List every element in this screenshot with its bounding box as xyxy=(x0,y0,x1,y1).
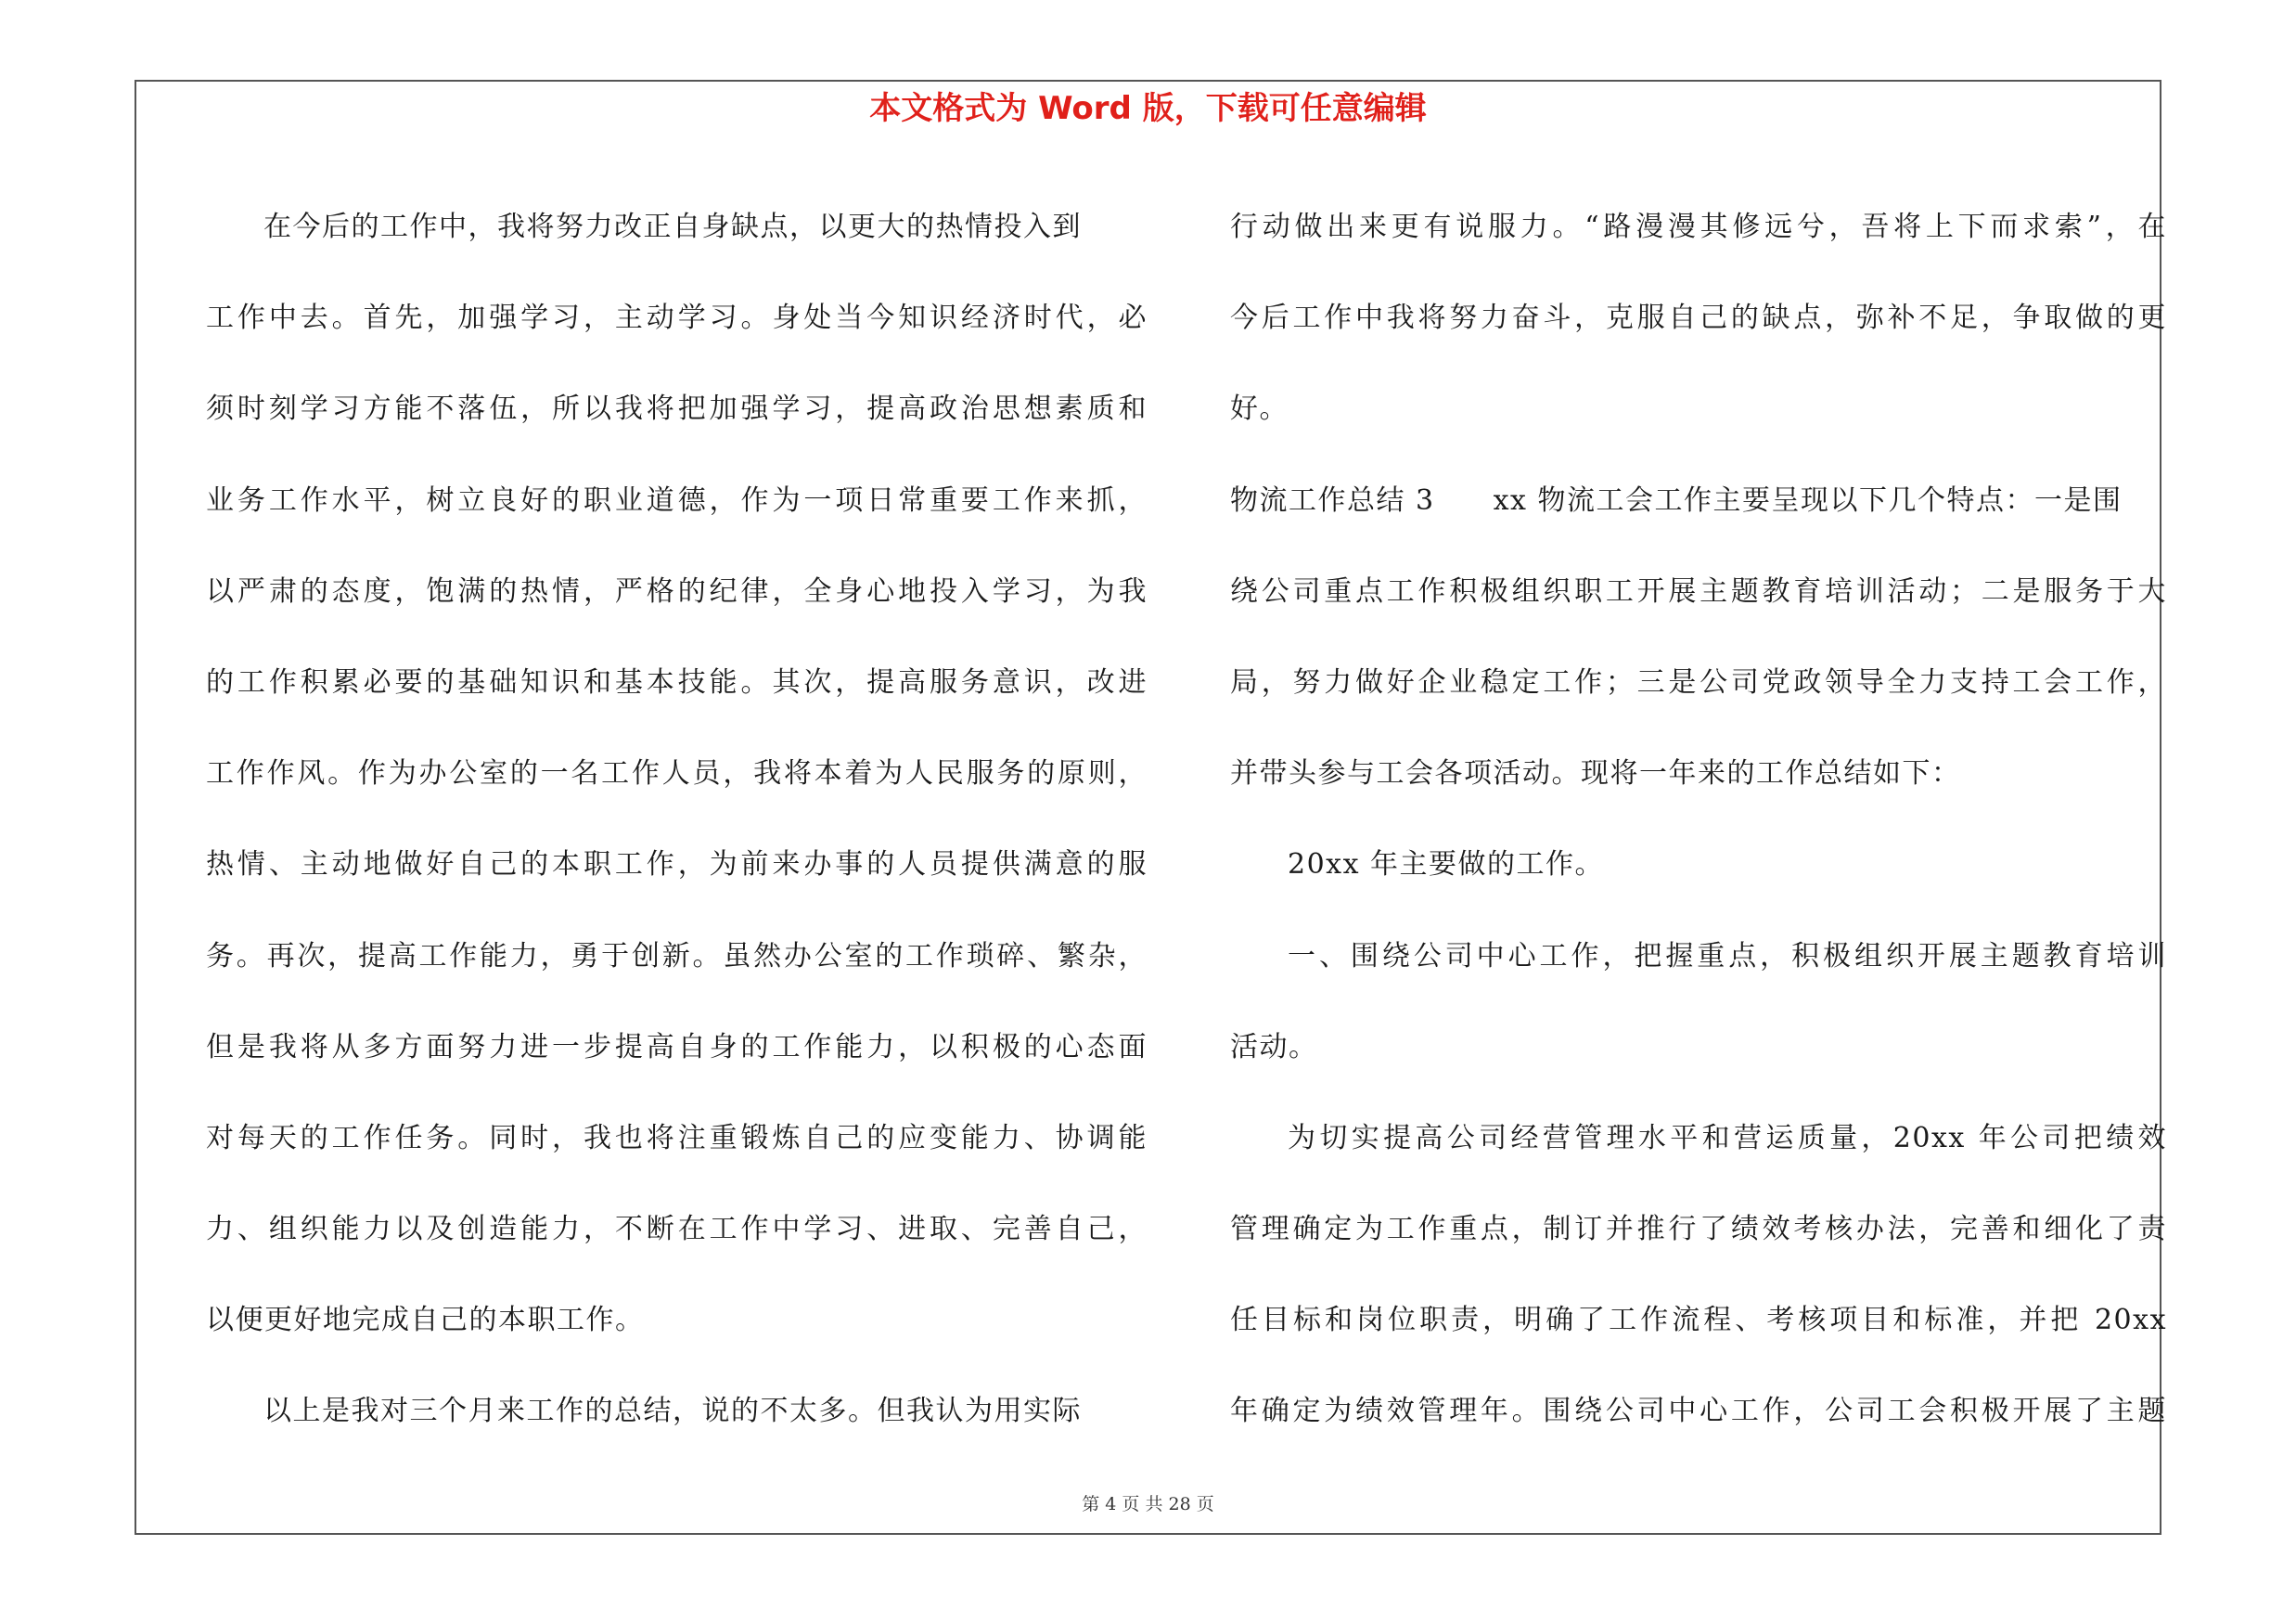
text-line: 务。再次，提高工作能力，勇于创新。虽然办公室的工作琐碎、繁杂， xyxy=(206,939,1148,973)
text-line: 管理确定为工作重点，制订并推行了绩效考核办法，完善和细化了责 xyxy=(1230,1213,2167,1246)
text-line: 以便更好地完成自己的本职工作。 xyxy=(206,1304,645,1337)
text-line: 对每天的工作任务。同时，我也将注重锻炼自己的应变能力、协调能 xyxy=(206,1121,1148,1154)
text-line: 的工作积累必要的基础知识和基本技能。其次，提高服务意识，改进 xyxy=(206,665,1148,699)
text-line: 行动做出来更有说服力。“路漫漫其修远兮，吾将上下而求索”，在 xyxy=(1230,211,2167,243)
text-line: 绕公司重点工作积极组织职工开展主题教育培训活动；二是服务于大 xyxy=(1230,574,2167,608)
format-banner: 本文格式为 Word 版，下载可任意编辑 xyxy=(869,90,1427,127)
text-line: 力、组织能力以及创造能力，不断在工作中学习、进取、完善自己， xyxy=(206,1213,1148,1246)
page-number-footer: 第 4 页 共 28 页 xyxy=(1082,1494,1214,1514)
text-line: 以严肃的态度，饱满的热情，严格的纪律，全身心地投入学习，为我 xyxy=(206,574,1148,608)
text-line: 工作作风。作为办公室的一名工作人员，我将本着为人民服务的原则， xyxy=(206,757,1148,791)
text-line: 业务工作水平，树立良好的职业道德，作为一项日常重要工作来抓， xyxy=(206,483,1148,517)
right-text-column xyxy=(1230,182,2167,1458)
text-line: 工作中去。首先，加强学习，主动学习。身处当今知识经济时代，必 xyxy=(206,302,1148,335)
text-line: 须时刻学习方能不落伍，所以我将把加强学习，提高政治思想素质和 xyxy=(206,393,1148,426)
text-line: 活动。 xyxy=(1230,1030,1318,1063)
text-line: 局，努力做好企业稳定工作；三是公司党政领导全力支持工会工作， xyxy=(1230,665,2167,699)
text-line: 任目标和岗位职责，明确了工作流程、考核项目和标准，并把 20xx xyxy=(1230,1304,2167,1337)
text-line: 20xx 年主要做的工作。 xyxy=(1288,848,1605,882)
text-line: 好。 xyxy=(1230,393,1289,426)
text-line: 热情、主动地做好自己的本职工作，为前来办事的人员提供满意的服 xyxy=(206,848,1148,882)
text-line: 为切实提高公司经营管理水平和营运质量，20xx 年公司把绩效 xyxy=(1288,1121,2167,1154)
text-line: 在今后的工作中，我将努力改正自身缺点，以更大的热情投入到 xyxy=(263,211,1082,243)
text-line: 但是我将从多方面努力进一步提高自身的工作能力，以积极的心态面 xyxy=(206,1030,1148,1063)
section-heading-line: 物流工作总结 3 xx 物流工会工作主要呈现以下几个特点：一是围 xyxy=(1230,483,2123,517)
text-line: 一、围绕公司中心工作，把握重点，积极组织开展主题教育培训 xyxy=(1288,939,2167,973)
text-line: 以上是我对三个月来工作的总结，说的不太多。但我认为用实际 xyxy=(263,1395,1082,1428)
text-line: 年确定为绩效管理年。围绕公司中心工作，公司工会积极开展了主题 xyxy=(1230,1395,2167,1428)
text-line: 今后工作中我将努力奋斗，克服自己的缺点，弥补不足，争取做的更 xyxy=(1230,302,2167,335)
left-text-column xyxy=(206,182,1148,1458)
text-line: 并带头参与工会各项活动。现将一年来的工作总结如下： xyxy=(1230,757,1961,791)
